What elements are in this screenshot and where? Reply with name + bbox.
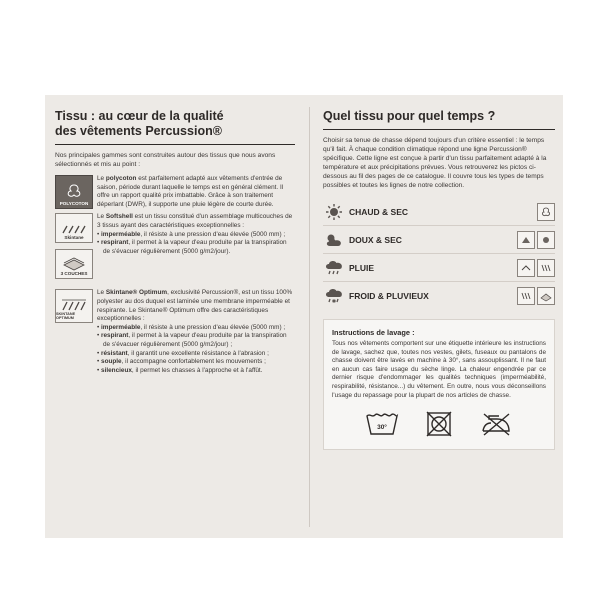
fabric-bullet: • silencieux, il permet les chasses à l'approche et à l'affût. bbox=[97, 366, 263, 374]
fabric-name: Softshell bbox=[105, 213, 133, 221]
skintane-icon: Skintane bbox=[55, 213, 93, 243]
column-divider bbox=[309, 107, 310, 527]
climate-label: CHAUD & SEC bbox=[349, 206, 409, 217]
fabric-badge-icon bbox=[537, 231, 555, 249]
polycoton-icon: POLYCOTON bbox=[55, 175, 93, 209]
fabric-skintane-optimum: SKINTANE OPTIMUM Le Skintane® Optimum, exclusivité Percussion®, est un tissu 100% polyester au dos duquel est laminée une membrane imperméable et respirante. Le Skintane® Optimum offre des caractéristiques exceptionnelles : • imperméable, il résiste à une pression d'eau élevée (5000 mm) ; • respirant, il permet à la vapeur d'eau produite par la transpiration de s'évacuer régulièrement (5000 g/m2/jour) ; • résistant, il garantit une excellente résistance à l'abrasion ; • souple, il accompagne confortablement les mouvements ; • silencieux, il permet les chasses à l'approche et à l'affût. bbox=[55, 289, 295, 375]
fabric-badge-icon bbox=[517, 231, 535, 249]
fabric-badge-icon bbox=[537, 259, 555, 277]
climate-label: FROID & PLUVIEUX bbox=[349, 290, 429, 301]
svg-text:30°: 30° bbox=[377, 424, 387, 432]
skintane-optimum-icon: SKINTANE OPTIMUM bbox=[55, 289, 93, 323]
wash-title: Instructions de lavage : bbox=[332, 328, 415, 337]
three-layers-icon: 3 COUCHES bbox=[55, 249, 93, 279]
fabric-bullet: • imperméable, il résiste à une pression d'eau élevée (5000 mm) ; bbox=[97, 230, 286, 238]
fabric-bullet: • souple, il accompagne confortablement les mouvements ; bbox=[97, 358, 266, 366]
fabric-name: Skintane® Optimum bbox=[105, 289, 168, 297]
fabric-bullet: • imperméable, il résiste à une pression d'eau élevée (5000 mm) ; bbox=[97, 323, 286, 331]
climate-label: DOUX & SEC bbox=[349, 234, 402, 245]
fabric-bullet: • résistant, il garantit une excellente résistance à l'abrasion ; bbox=[97, 349, 269, 357]
rain-cloud-icon bbox=[323, 259, 345, 277]
weather-section bbox=[323, 109, 555, 450]
fabric-badge-icon bbox=[517, 259, 535, 277]
wash-30-icon bbox=[365, 410, 399, 443]
cold-rain-icon bbox=[323, 287, 345, 305]
climate-row bbox=[323, 226, 555, 254]
title-rule bbox=[323, 129, 555, 130]
no-tumble-dry-icon bbox=[425, 410, 453, 443]
climate-row bbox=[323, 282, 555, 309]
fabric-bullet: • respirant, il permet à la vapeur d'eau produite par la transpiration de s'évacuer régulièrement (5000 g/m2/jour) ; bbox=[97, 332, 287, 348]
weather-intro: Choisir sa tenue de chasse dépend toujours d'un critère essentiel : le temps qu'il fait. À chaque condition climatique répond une ligne Percussion® spécifique. Cette ligne est conçue à partir d'un tissu parfaitement adapté à la température et aux précipitations prévues. Vous retrouverez les pictos ci-dessous au fil des pages de ce catalogue. Il couvre tous les types de temps possibles et toutes les lignes de notre collection. bbox=[323, 137, 547, 189]
sun-cloud-icon bbox=[323, 232, 345, 248]
climate-row bbox=[323, 198, 555, 226]
sun-icon bbox=[323, 203, 345, 221]
fabric-name: polycoton bbox=[105, 175, 137, 182]
title-rule bbox=[55, 144, 295, 145]
fabric-intro: Nos principales gammes sont construites autour des tissus que nous avons sélectionnés et mis au point : bbox=[55, 152, 276, 168]
climate-list bbox=[323, 198, 555, 309]
weather-title: Quel tissu pour quel temps ? bbox=[323, 109, 496, 123]
fabric-title: Tissu : au cœur de la qualité des vêtements Percussion® bbox=[55, 109, 224, 138]
catalog-page bbox=[45, 95, 563, 538]
climate-label: PLUIE bbox=[349, 262, 375, 273]
fabric-badge-icon bbox=[517, 287, 535, 305]
climate-row bbox=[323, 254, 555, 282]
wash-text: Tous nos vêtements comportent sur une étiquette intérieure les instructions de lavage, sachez que, toutes nos vestes, gilets, fuseaux ou pantalons de chasse doivent être lavés en machine à 30°, sans assouplissant. Il ne faut en aucun cas faire usage du sèche linge. La chaleur engendrée par ce dernier risque d'endommager les qualités techniques (imperméabilité, respirabilité, résistance...) du vêtement. En outre, nous vous déconseillons l'usage du repassage pour la plupart de nos articles de chasse. bbox=[332, 340, 546, 399]
fabric-badge-icon bbox=[537, 287, 555, 305]
fabric-badge-icon bbox=[537, 203, 555, 221]
no-iron-icon bbox=[479, 410, 513, 443]
fabric-bullet: • respirant, il permet à la vapeur d'eau produite par la transpiration de s'évacuer régulièrement (5000 g/m2/jour). bbox=[97, 239, 287, 255]
fabric-softshell: Skintane 3 COUCHES Le Softshell est un tissu constitué d'un assemblage multicouches de 3 tissus ayant des caractéristiques exceptionnelles : • imperméable, il résiste à une pression d'eau élevée (5000 mm) ; • respirant, il permet à la vapeur d'eau produite par la transpiration de s'évacuer régulièrement (5000 g/m2/jour). bbox=[55, 213, 295, 285]
fabric-section bbox=[55, 109, 295, 379]
fabric-polycoton: POLYCOTON Le polycoton est parfaitement adapté aux vêtements d'entrée de saison, période durant laquelle le temps est en général clément. Il offre un rapport qualité prix imbattable. Grâce à son traitement déperlant (DWR), il supporte une pluie légère de courte durée. bbox=[55, 175, 295, 209]
washing-instructions bbox=[323, 319, 555, 450]
care-symbols bbox=[332, 410, 546, 443]
